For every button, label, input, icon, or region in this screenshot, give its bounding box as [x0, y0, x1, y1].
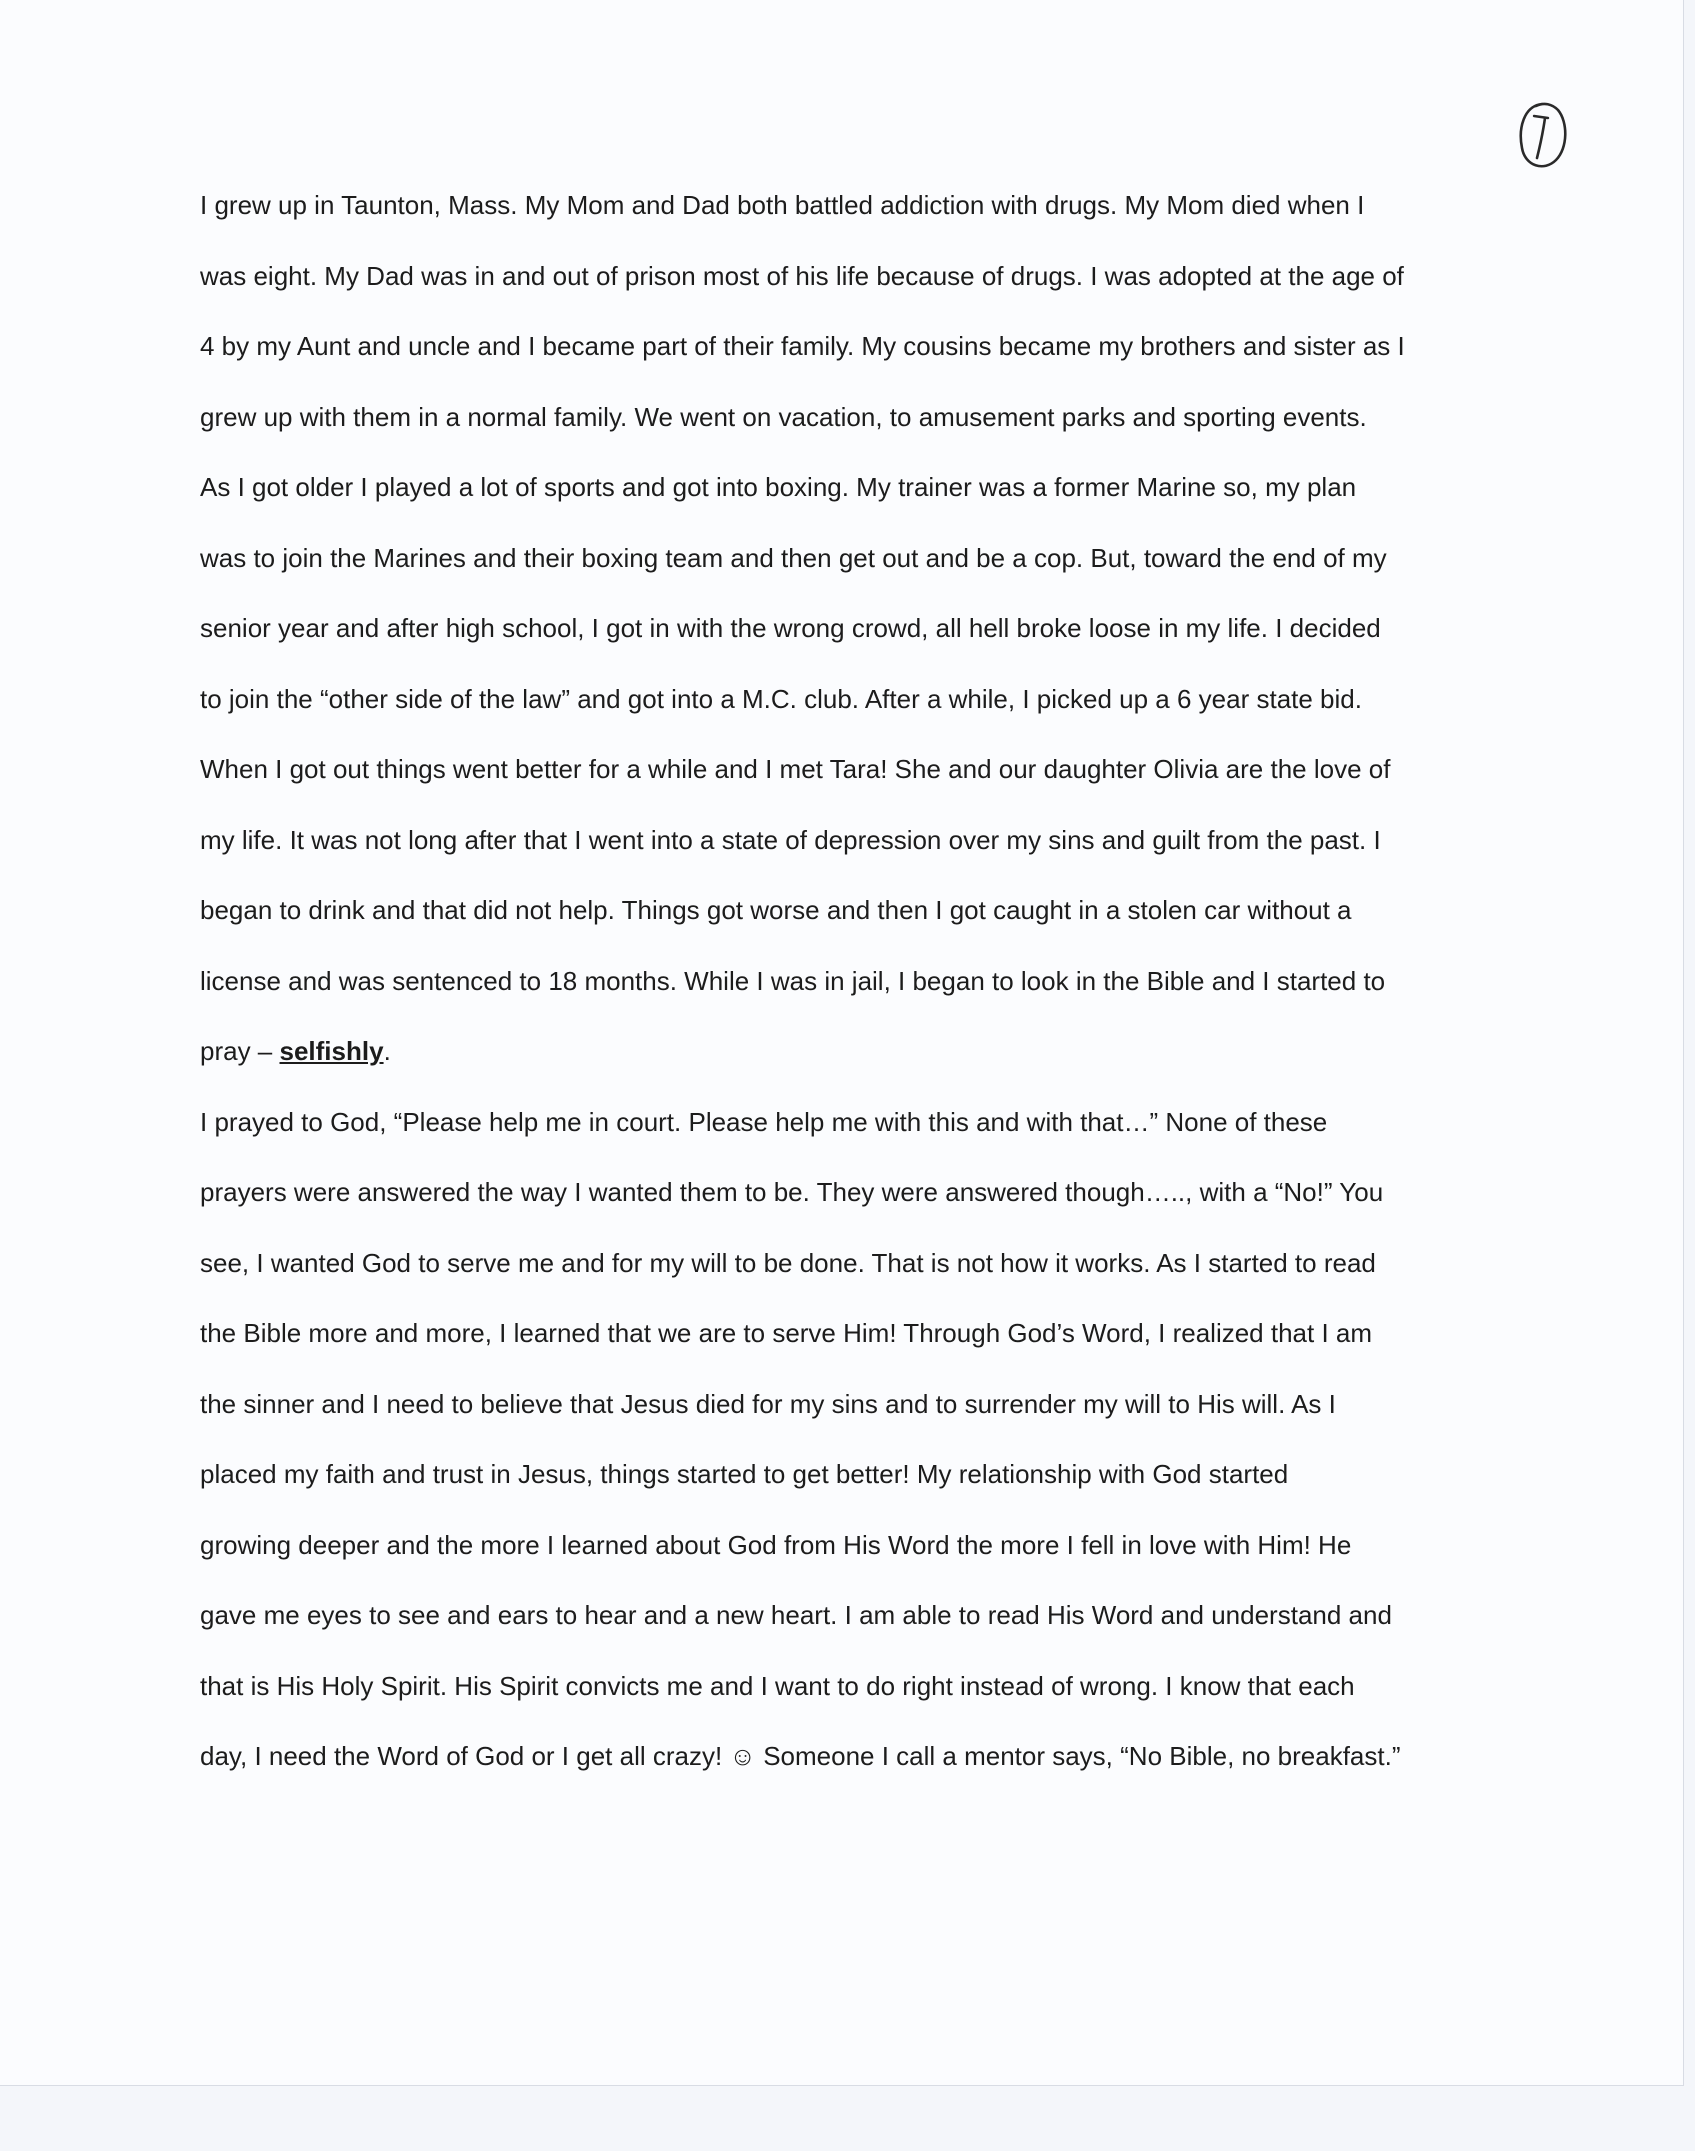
text-line: the Bible more and more, I learned that we are to serve Him! Through God’s Word, I realized that I am — [200, 1318, 1373, 1348]
text-suffix: . — [383, 1036, 391, 1066]
text-line: I grew up in Taunton, Mass. My Mom and Dad both battled addiction with drugs. My Mom died when I — [200, 190, 1365, 220]
text-line: When I got out things went better for a while and I met Tara! She and our daughter Olivia are the love of — [200, 754, 1391, 784]
text-line: the sinner and I need to believe that Jesus died for my sins and to surrender my will to His will. As I — [200, 1388, 1336, 1419]
text-line: to join the “other side of the law” and got into a M.C. club. After a while, I picked up a 6 year state bid. — [200, 683, 1362, 714]
text-line: gave me eyes to see and ears to hear and a new heart. I am able to read His Word and understand and — [200, 1600, 1392, 1630]
circled-number-icon — [1512, 96, 1572, 176]
letter-body — [200, 170, 1520, 1792]
text-line: see, I wanted God to serve me and for my will to be done. That is not how it works. As I started to read — [200, 1247, 1376, 1278]
text-line: prayers were answered the way I wanted them to be. They were answered though….., with a “No!” You — [200, 1177, 1384, 1207]
handwritten-page-number — [1512, 96, 1572, 176]
text-line: that is His Holy Spirit. His Spirit convicts me and I want to do right instead of wrong. I know that each — [200, 1670, 1355, 1701]
text-line: was eight. My Dad was in and out of prison most of his life because of drugs. I was adopted at the age of — [200, 260, 1404, 291]
text-line: 4 by my Aunt and uncle and I became part of their family. My cousins became my brothers and sister as I — [200, 331, 1405, 361]
text-line: senior year and after high school, I got in with the wrong crowd, all hell broke loose in my life. I decided — [200, 613, 1381, 643]
text-line: placed my faith and trust in Jesus, things started to get better! My relationship with God started — [200, 1459, 1289, 1489]
text-line: day, I need the Word of God or I get all crazy! ☺ Someone I call a mentor says, “No Bible, no breakfast.” — [200, 1741, 1401, 1771]
text-line: grew up with them in a normal family. We went on vacation, to amusement parks and sporting events. — [200, 401, 1367, 432]
paragraph-1 — [200, 170, 1520, 1087]
text-line: was to join the Marines and their boxing team and then get out and be a cop. But, toward the end of my — [200, 542, 1387, 573]
text-line-final — [200, 1016, 1520, 1087]
text-line: I prayed to God, “Please help me in court. Please help me with this and with that…” None of these — [200, 1106, 1328, 1137]
emphasized-word: selfishly — [279, 1036, 384, 1066]
text-line: growing deeper and the more I learned about God from His Word the more I fell in love with Him! He — [200, 1529, 1352, 1560]
text-line: As I got older I played a lot of sports and got into boxing. My trainer was a former Marine so, my plan — [200, 472, 1357, 502]
text-line: began to drink and that did not help. Things got worse and then I got caught in a stolen car without a — [200, 895, 1352, 925]
text-line: my life. It was not long after that I went into a state of depression over my sins and guilt from the past. I — [200, 824, 1381, 855]
paragraph-2 — [200, 1087, 1520, 1792]
text-line: license and was sentenced to 18 months. While I was in jail, I began to look in the Bible and I started to — [200, 965, 1386, 996]
svg-text:1: 1 — [1542, 142, 1543, 143]
text-prefix: pray – — [200, 1036, 280, 1066]
